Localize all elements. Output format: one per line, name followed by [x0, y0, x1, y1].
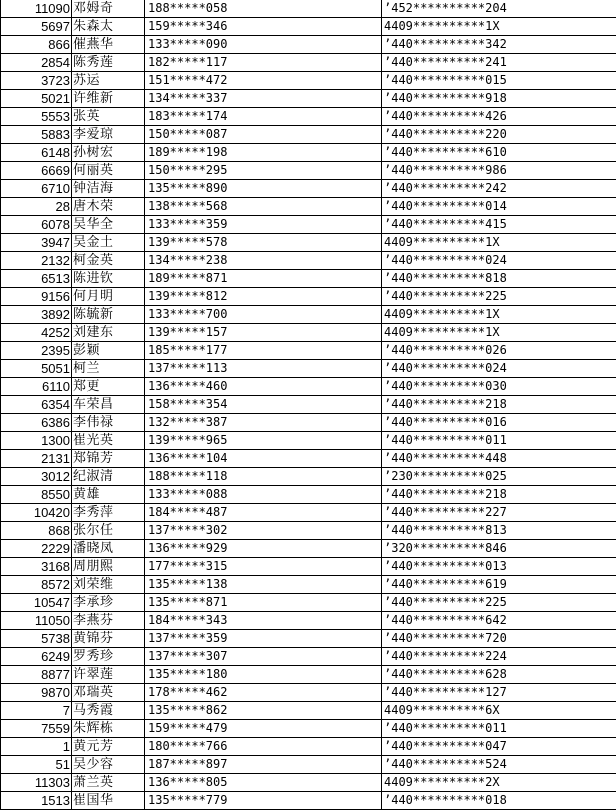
- table-row: [1, 54, 616, 72]
- phone-cell[interactable]: 135*****862: [145, 702, 382, 720]
- id-number-cell[interactable]: ’230**********025: [382, 468, 616, 486]
- row-id-cell[interactable]: 8550: [1, 486, 72, 504]
- id-number-cell[interactable]: 4409**********6X: [382, 702, 616, 720]
- id-number-cell[interactable]: ’440**********642: [382, 612, 616, 630]
- id-number-cell[interactable]: ’440**********448: [382, 450, 616, 468]
- table-row: [1, 486, 616, 504]
- row-id-cell[interactable]: 2131: [1, 450, 72, 468]
- id-number-cell[interactable]: ’440**********026: [382, 342, 616, 360]
- name-cell[interactable]: 朱辉栋: [72, 720, 145, 738]
- row-id-cell[interactable]: 10547: [1, 594, 72, 612]
- name-cell[interactable]: 唐木荣: [72, 198, 145, 216]
- name-cell[interactable]: 刘建东: [72, 324, 145, 342]
- row-id-cell[interactable]: 6669: [1, 162, 72, 180]
- name-cell[interactable]: 崔国华: [72, 792, 145, 810]
- id-number-cell[interactable]: ’440**********242: [382, 180, 616, 198]
- name-cell[interactable]: 萧兰英: [72, 774, 145, 792]
- name-cell[interactable]: 张英: [72, 108, 145, 126]
- table-row: [1, 198, 616, 216]
- row-id-cell[interactable]: 5021: [1, 90, 72, 108]
- phone-cell[interactable]: 150*****295: [145, 162, 382, 180]
- row-id-cell[interactable]: 5553: [1, 108, 72, 126]
- phone-cell[interactable]: 137*****307: [145, 648, 382, 666]
- phone-cell[interactable]: 138*****568: [145, 198, 382, 216]
- name-cell[interactable]: 孙树宏: [72, 144, 145, 162]
- table-row: [1, 558, 616, 576]
- phone-cell[interactable]: 180*****766: [145, 738, 382, 756]
- name-cell[interactable]: 潘晓凤: [72, 540, 145, 558]
- name-cell[interactable]: 李伟禄: [72, 414, 145, 432]
- id-number-cell[interactable]: ’440**********218: [382, 486, 616, 504]
- name-cell[interactable]: 彭颖: [72, 342, 145, 360]
- name-cell[interactable]: 李爱琼: [72, 126, 145, 144]
- row-id-cell[interactable]: 6513: [1, 270, 72, 288]
- phone-cell[interactable]: 159*****479: [145, 720, 382, 738]
- id-number-cell[interactable]: ’440**********014: [382, 198, 616, 216]
- name-cell[interactable]: 陈进钦: [72, 270, 145, 288]
- phone-cell[interactable]: 135*****138: [145, 576, 382, 594]
- row-id-cell[interactable]: 5051: [1, 360, 72, 378]
- phone-cell[interactable]: 135*****779: [145, 792, 382, 810]
- id-number-cell[interactable]: ’440**********918: [382, 90, 616, 108]
- row-id-cell[interactable]: 7: [1, 702, 72, 720]
- row-id-cell[interactable]: 1: [1, 738, 72, 756]
- name-cell[interactable]: 罗秀珍: [72, 648, 145, 666]
- name-cell[interactable]: 刘荣维: [72, 576, 145, 594]
- id-number-cell[interactable]: 4409**********1X: [382, 306, 616, 324]
- table-row: [1, 432, 616, 450]
- id-number-cell[interactable]: 4409**********2X: [382, 774, 616, 792]
- id-number-cell[interactable]: ’440**********818: [382, 270, 616, 288]
- phone-cell[interactable]: 188*****118: [145, 468, 382, 486]
- phone-cell[interactable]: 189*****198: [145, 144, 382, 162]
- table-row: [1, 414, 616, 432]
- id-number-cell[interactable]: ’440**********225: [382, 594, 616, 612]
- table-row: [1, 180, 616, 198]
- phone-cell[interactable]: 137*****302: [145, 522, 382, 540]
- phone-cell[interactable]: 183*****174: [145, 108, 382, 126]
- phone-cell[interactable]: 188*****058: [145, 0, 382, 18]
- row-id-cell[interactable]: 2132: [1, 252, 72, 270]
- name-cell[interactable]: 黄雄: [72, 486, 145, 504]
- row-id-cell[interactable]: 8572: [1, 576, 72, 594]
- table-row: [1, 540, 616, 558]
- table-row: [1, 360, 616, 378]
- table-row: [1, 648, 616, 666]
- phone-cell[interactable]: 136*****104: [145, 450, 382, 468]
- phone-cell[interactable]: 189*****871: [145, 270, 382, 288]
- row-id-cell[interactable]: 11090: [1, 0, 72, 18]
- row-id-cell[interactable]: 9870: [1, 684, 72, 702]
- table-row: [1, 108, 616, 126]
- records-table-body: [1, 0, 616, 810]
- id-number-cell[interactable]: 4409**********1X: [382, 234, 616, 252]
- id-number-cell[interactable]: ’440**********127: [382, 684, 616, 702]
- phone-cell[interactable]: 136*****805: [145, 774, 382, 792]
- phone-cell[interactable]: 177*****315: [145, 558, 382, 576]
- table-row: [1, 162, 616, 180]
- phone-cell[interactable]: 151*****472: [145, 72, 382, 90]
- row-id-cell[interactable]: 2395: [1, 342, 72, 360]
- name-cell[interactable]: 李秀萍: [72, 504, 145, 522]
- row-id-cell[interactable]: 6148: [1, 144, 72, 162]
- name-cell[interactable]: 黄锦芬: [72, 630, 145, 648]
- name-cell[interactable]: 许翠莲: [72, 666, 145, 684]
- phone-cell[interactable]: 182*****117: [145, 54, 382, 72]
- name-cell[interactable]: 马秀霞: [72, 702, 145, 720]
- table-row: [1, 324, 616, 342]
- phone-cell[interactable]: 133*****700: [145, 306, 382, 324]
- id-number-cell[interactable]: ’440**********220: [382, 126, 616, 144]
- name-cell[interactable]: 陈秀莲: [72, 54, 145, 72]
- id-number-cell[interactable]: ’440**********227: [382, 504, 616, 522]
- name-cell[interactable]: 催燕华: [72, 36, 145, 54]
- id-number-cell[interactable]: ’440**********720: [382, 630, 616, 648]
- row-id-cell[interactable]: 6110: [1, 378, 72, 396]
- name-cell[interactable]: 苏运: [72, 72, 145, 90]
- phone-cell[interactable]: 187*****897: [145, 756, 382, 774]
- name-cell[interactable]: 周朋熙: [72, 558, 145, 576]
- row-id-cell[interactable]: 7559: [1, 720, 72, 738]
- phone-cell[interactable]: 136*****929: [145, 540, 382, 558]
- table-row: [1, 774, 616, 792]
- id-number-cell[interactable]: ’440**********047: [382, 738, 616, 756]
- name-cell[interactable]: 何月明: [72, 288, 145, 306]
- row-id-cell[interactable]: 868: [1, 522, 72, 540]
- table-row: [1, 36, 616, 54]
- table-row: [1, 612, 616, 630]
- table-row: [1, 702, 616, 720]
- name-cell[interactable]: 崔光英: [72, 432, 145, 450]
- table-row: [1, 90, 616, 108]
- row-id-cell[interactable]: 9156: [1, 288, 72, 306]
- name-cell[interactable]: 许维新: [72, 90, 145, 108]
- phone-cell[interactable]: 158*****354: [145, 396, 382, 414]
- row-id-cell[interactable]: 3012: [1, 468, 72, 486]
- name-cell[interactable]: 邓姆奇: [72, 0, 145, 18]
- name-cell[interactable]: 李承珍: [72, 594, 145, 612]
- phone-cell[interactable]: 159*****346: [145, 18, 382, 36]
- table-row: [1, 270, 616, 288]
- row-id-cell[interactable]: 2854: [1, 54, 72, 72]
- phone-cell[interactable]: 139*****157: [145, 324, 382, 342]
- row-id-cell[interactable]: 6386: [1, 414, 72, 432]
- row-id-cell[interactable]: 6078: [1, 216, 72, 234]
- table-row: [1, 666, 616, 684]
- table-row: [1, 216, 616, 234]
- name-cell[interactable]: 柯兰: [72, 360, 145, 378]
- id-number-cell[interactable]: ’440**********016: [382, 414, 616, 432]
- table-row: [1, 252, 616, 270]
- name-cell[interactable]: 朱森太: [72, 18, 145, 36]
- name-cell[interactable]: 车荣昌: [72, 396, 145, 414]
- table-row: [1, 288, 616, 306]
- phone-cell[interactable]: 135*****871: [145, 594, 382, 612]
- name-cell[interactable]: 郑锦芳: [72, 450, 145, 468]
- table-row: [1, 396, 616, 414]
- id-number-cell[interactable]: ’440**********225: [382, 288, 616, 306]
- name-cell[interactable]: 张尔任: [72, 522, 145, 540]
- id-number-cell[interactable]: ’440**********986: [382, 162, 616, 180]
- row-id-cell[interactable]: 5738: [1, 630, 72, 648]
- table-row: [1, 738, 616, 756]
- phone-cell[interactable]: 139*****965: [145, 432, 382, 450]
- id-number-cell[interactable]: ’440**********342: [382, 36, 616, 54]
- name-cell[interactable]: 钟洁海: [72, 180, 145, 198]
- table-row: [1, 684, 616, 702]
- id-number-cell[interactable]: ’440**********224: [382, 648, 616, 666]
- row-id-cell[interactable]: 10420: [1, 504, 72, 522]
- row-id-cell[interactable]: 3947: [1, 234, 72, 252]
- id-number-cell[interactable]: ’440**********610: [382, 144, 616, 162]
- id-number-cell[interactable]: 4409**********1X: [382, 18, 616, 36]
- id-number-cell[interactable]: ’452**********204: [382, 0, 616, 18]
- table-row: [1, 450, 616, 468]
- row-id-cell[interactable]: 5697: [1, 18, 72, 36]
- name-cell[interactable]: 吴华全: [72, 216, 145, 234]
- name-cell[interactable]: 何丽英: [72, 162, 145, 180]
- row-id-cell[interactable]: 11303: [1, 774, 72, 792]
- row-id-cell[interactable]: 51: [1, 756, 72, 774]
- id-number-cell[interactable]: ’440**********011: [382, 720, 616, 738]
- phone-cell[interactable]: 133*****088: [145, 486, 382, 504]
- phone-cell[interactable]: 136*****460: [145, 378, 382, 396]
- row-id-cell[interactable]: 5883: [1, 126, 72, 144]
- phone-cell[interactable]: 134*****238: [145, 252, 382, 270]
- name-cell[interactable]: 黄元芳: [72, 738, 145, 756]
- table-row: [1, 126, 616, 144]
- phone-cell[interactable]: 184*****343: [145, 612, 382, 630]
- id-number-cell[interactable]: ’440**********013: [382, 558, 616, 576]
- id-number-cell[interactable]: ’440**********813: [382, 522, 616, 540]
- table-row: [1, 234, 616, 252]
- id-number-cell[interactable]: ’440**********015: [382, 72, 616, 90]
- row-id-cell[interactable]: 6710: [1, 180, 72, 198]
- name-cell[interactable]: 纪淑清: [72, 468, 145, 486]
- id-number-cell[interactable]: ’440**********524: [382, 756, 616, 774]
- phone-cell[interactable]: 132*****387: [145, 414, 382, 432]
- row-id-cell[interactable]: 1513: [1, 792, 72, 810]
- id-number-cell[interactable]: ’440**********619: [382, 576, 616, 594]
- phone-cell[interactable]: 135*****890: [145, 180, 382, 198]
- row-id-cell[interactable]: 6249: [1, 648, 72, 666]
- phone-cell[interactable]: 133*****359: [145, 216, 382, 234]
- phone-cell[interactable]: 185*****177: [145, 342, 382, 360]
- table-row: [1, 0, 616, 18]
- id-number-cell[interactable]: ’440**********018: [382, 792, 616, 810]
- phone-cell[interactable]: 133*****090: [145, 36, 382, 54]
- id-number-cell[interactable]: ’440**********030: [382, 378, 616, 396]
- phone-cell[interactable]: 137*****113: [145, 360, 382, 378]
- id-number-cell[interactable]: ’440**********218: [382, 396, 616, 414]
- id-number-cell[interactable]: ’440**********024: [382, 360, 616, 378]
- table-row: [1, 630, 616, 648]
- name-cell[interactable]: 郑更: [72, 378, 145, 396]
- id-number-cell[interactable]: ’440**********024: [382, 252, 616, 270]
- table-row: [1, 720, 616, 738]
- name-cell[interactable]: 陈毓新: [72, 306, 145, 324]
- table-row: [1, 504, 616, 522]
- table-row: [1, 18, 616, 36]
- table-row: [1, 522, 616, 540]
- id-number-cell[interactable]: ’440**********011: [382, 432, 616, 450]
- name-cell[interactable]: 吴少容: [72, 756, 145, 774]
- id-number-cell[interactable]: ’440**********628: [382, 666, 616, 684]
- row-id-cell[interactable]: 3723: [1, 72, 72, 90]
- phone-cell[interactable]: 137*****359: [145, 630, 382, 648]
- row-id-cell[interactable]: 866: [1, 36, 72, 54]
- table-row: [1, 756, 616, 774]
- table-row: [1, 594, 616, 612]
- table-row: [1, 144, 616, 162]
- table-row: [1, 792, 616, 810]
- phone-cell[interactable]: 135*****180: [145, 666, 382, 684]
- name-cell[interactable]: 李燕芬: [72, 612, 145, 630]
- id-number-cell[interactable]: ’440**********415: [382, 216, 616, 234]
- row-id-cell[interactable]: 28: [1, 198, 72, 216]
- id-number-cell[interactable]: ’440**********241: [382, 54, 616, 72]
- row-id-cell[interactable]: 1300: [1, 432, 72, 450]
- row-id-cell[interactable]: 6354: [1, 396, 72, 414]
- phone-cell[interactable]: 178*****462: [145, 684, 382, 702]
- phone-cell[interactable]: 150*****087: [145, 126, 382, 144]
- row-id-cell[interactable]: 4252: [1, 324, 72, 342]
- name-cell[interactable]: 吴金土: [72, 234, 145, 252]
- name-cell[interactable]: 邓瑞英: [72, 684, 145, 702]
- id-number-cell[interactable]: 4409**********1X: [382, 324, 616, 342]
- row-id-cell[interactable]: 3168: [1, 558, 72, 576]
- phone-cell[interactable]: 139*****578: [145, 234, 382, 252]
- table-row: [1, 72, 616, 90]
- phone-cell[interactable]: 139*****812: [145, 288, 382, 306]
- phone-cell[interactable]: 134*****337: [145, 90, 382, 108]
- table-row: [1, 468, 616, 486]
- id-number-cell[interactable]: ’440**********426: [382, 108, 616, 126]
- table-row: [1, 342, 616, 360]
- table-row: [1, 378, 616, 396]
- row-id-cell[interactable]: 3892: [1, 306, 72, 324]
- table-row: [1, 576, 616, 594]
- row-id-cell[interactable]: 2229: [1, 540, 72, 558]
- phone-cell[interactable]: 184*****487: [145, 504, 382, 522]
- name-cell[interactable]: 柯金英: [72, 252, 145, 270]
- row-id-cell[interactable]: 11050: [1, 612, 72, 630]
- row-id-cell[interactable]: 8877: [1, 666, 72, 684]
- id-number-cell[interactable]: ’320**********846: [382, 540, 616, 558]
- table-row: [1, 306, 616, 324]
